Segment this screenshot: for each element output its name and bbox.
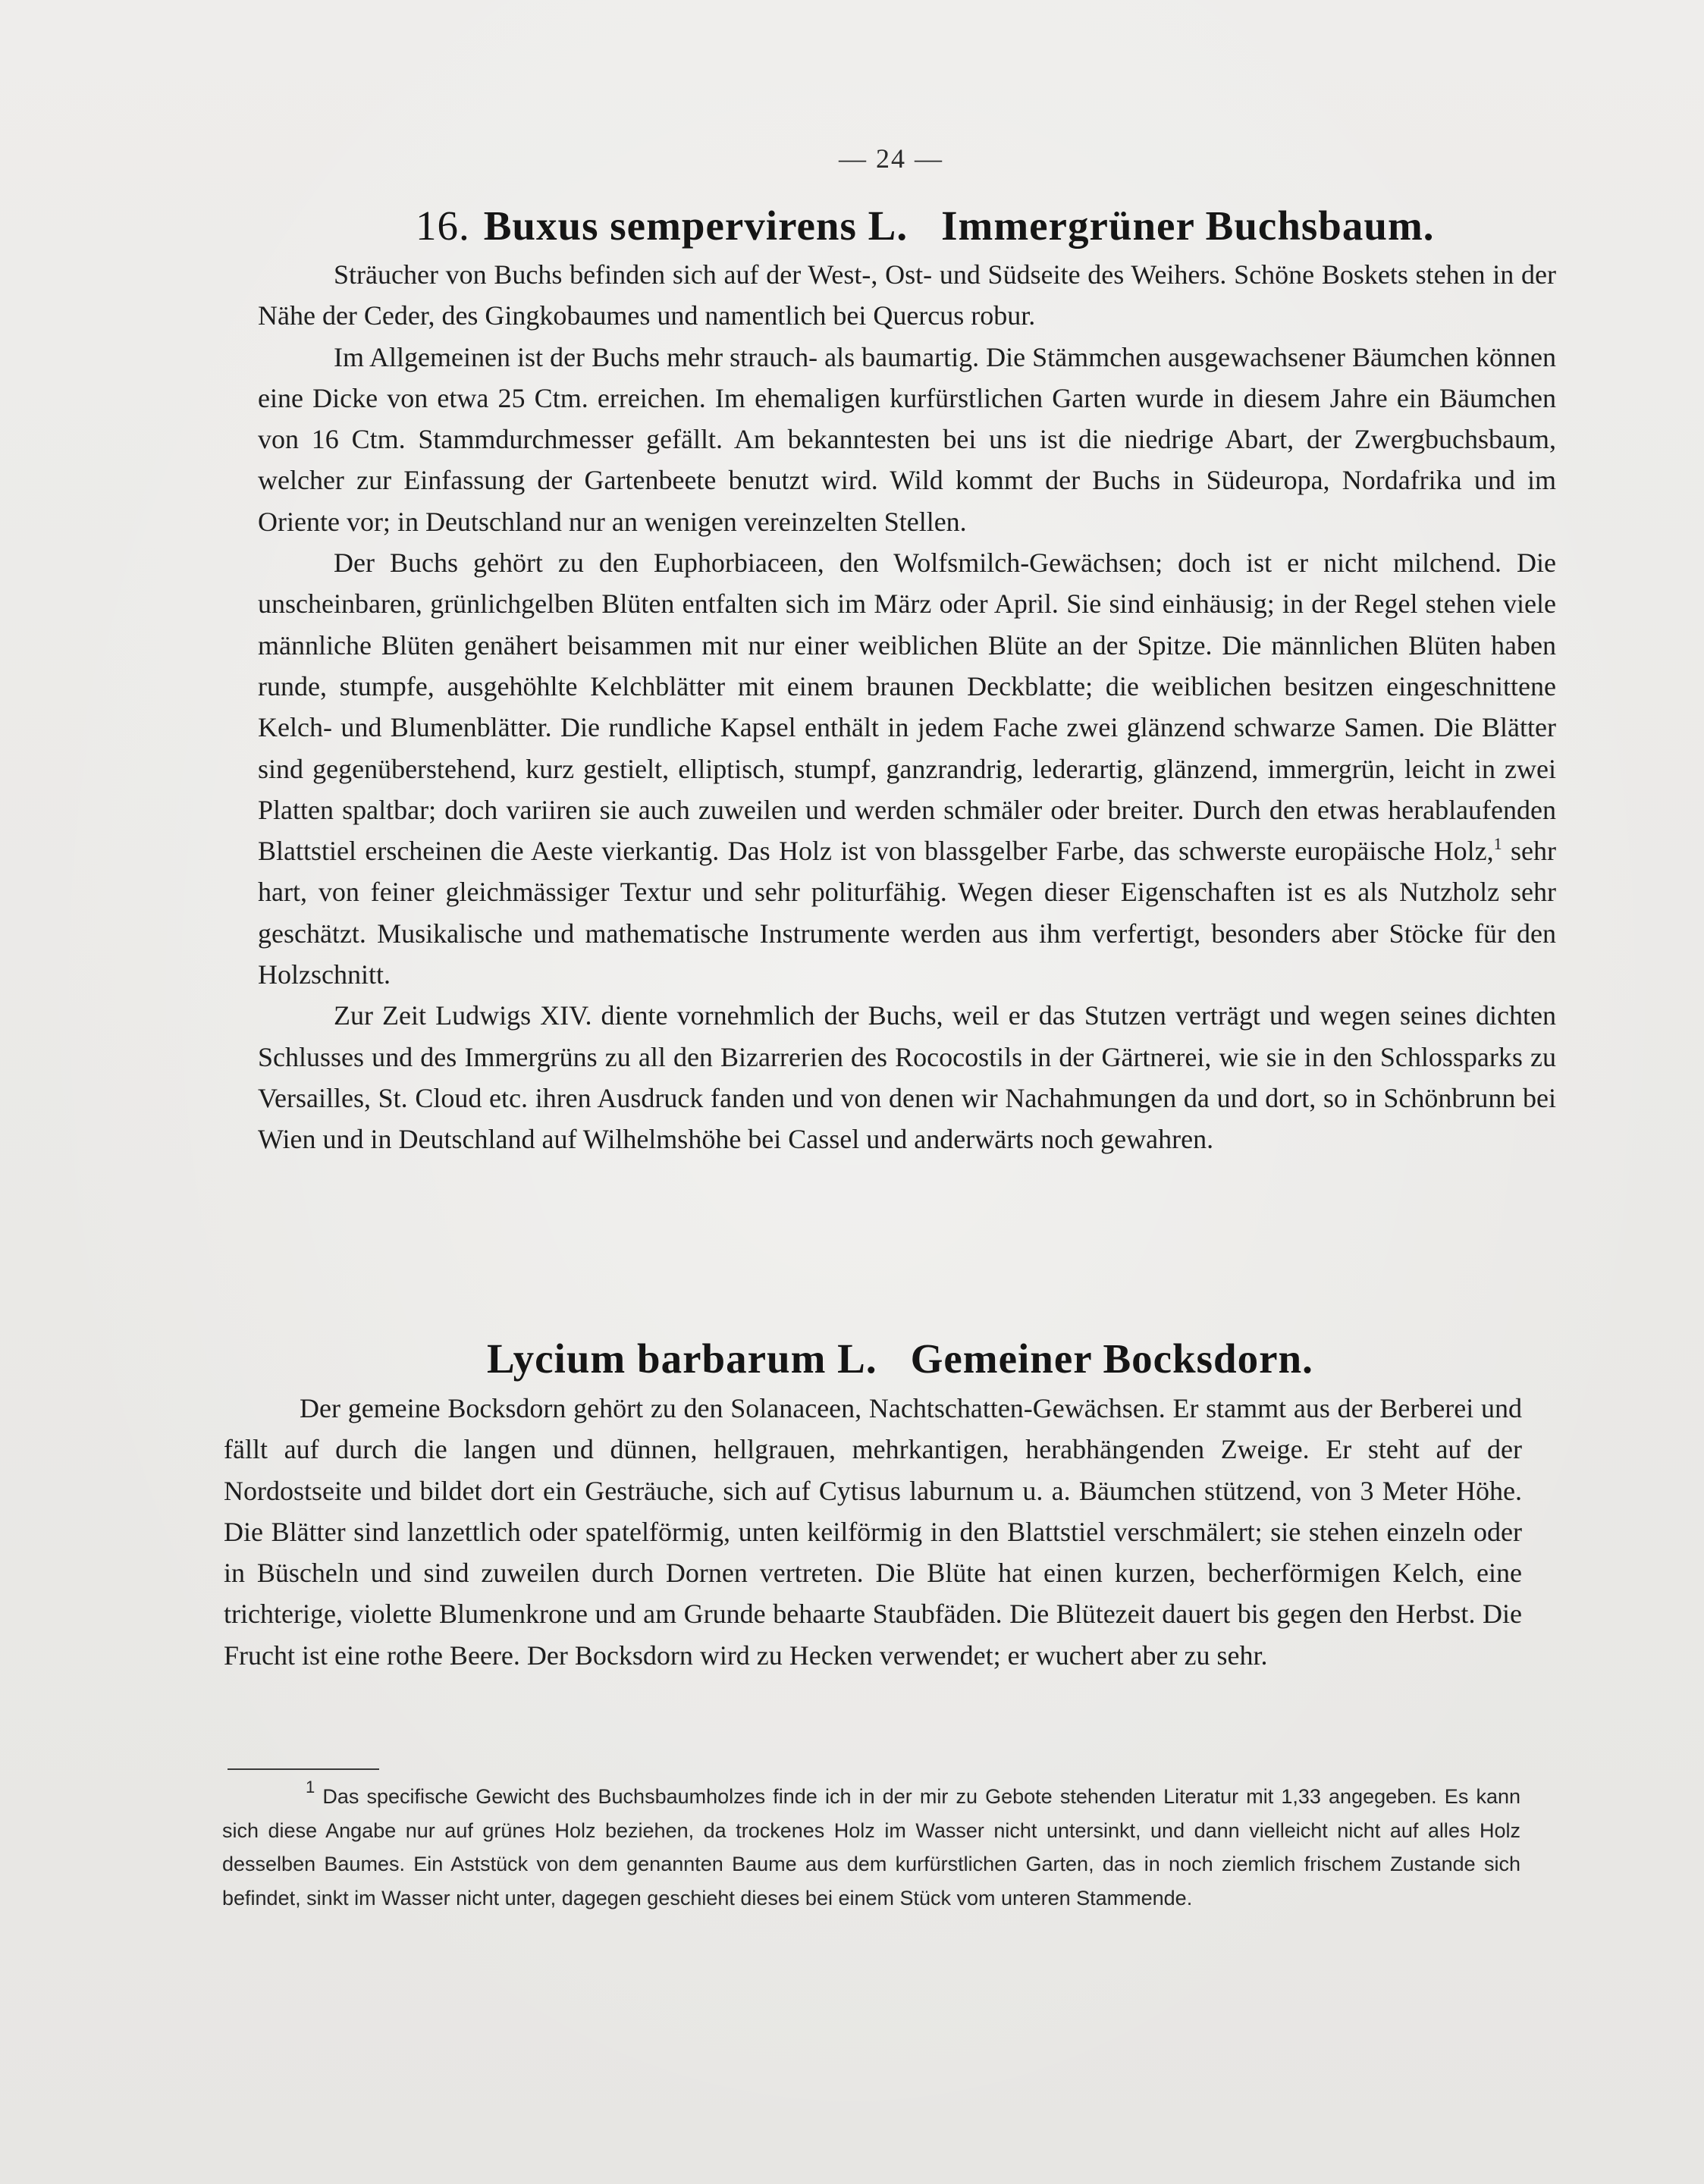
lycium-text-block — [224, 1388, 1522, 1676]
footnote-paragraph — [222, 1780, 1520, 1915]
footnote-text: Das specifische Gewicht des Buchsbaumholzes finde ich in der mir zu Gebote stehenden Literatur mit 1,33 angegeben. Es kann sich diese Angabe nur auf grünes Holz beziehen, da trockenes Holz im Wasser nicht untersinkt, und dann vielleicht nicht auf alles Holz desselben Baumes. Ein Aststück von dem genannten Baume aus dem kurfürstlichen Garten, das in noch ziemlich frischem Zustande sich befindet, sinkt im Wasser nicht unter, dagegen geschieht dieses bei einem Stück vom unteren Stammende. — [222, 1785, 1520, 1909]
footnote-reference: 1 — [1493, 834, 1502, 854]
paragraph-text: sehr hart, von feiner gleichmässiger Textur und sehr politurfähig. Wegen dieser Eigenschaften ist es als Nutzholz sehr geschätzt. Musikalische und mathematische Instrumente werden aus ihm verfertigt, besonders aber Stöcke für den Holzschnitt. — [258, 836, 1556, 990]
footnote — [222, 1780, 1520, 1915]
latin-name: Lycium barbarum L. — [487, 1335, 877, 1382]
paragraph: Zur Zeit Ludwigs XIV. diente vornehmlich der Buchs, weil er das Stutzen verträgt und wegen seines dichten Schlusses und des Immergrüns zu all den Bizarrerien des Rococostils in der Gärtnerei, wie sie in den Schlossparks zu Versailles, St. Cloud etc. ihren Ausdruck fanden und von denen wir Nachahmungen da und dort, so in Schönbrunn bei Wien und in Deutschland auf Wilhelmshöhe bei Cassel und anderwärts noch gewahren. — [258, 1000, 1556, 1155]
section-heading-buxus — [416, 202, 1435, 249]
paragraph: Der gemeine Bocksdorn gehört zu den Solanaceen, Nachtschatten-Gewächsen. Er stammt aus der Berberei und fällt auf durch die langen und dünnen, hellgrauen, mehrkantigen, herabhängenden Zweige. Er steht auf der Nordostseite und bildet dort ein Gesträuche, sich auf Cytisus laburnum u. a. Bäumchen stützend, von 3 Meter Höhe. Die Blätter sind lanzettlich oder spatelförmig, unten keilförmig in den Blattstiel verschmälert; sie stehen einzeln oder in Büscheln und sind zuweilen durch Dornen vertreten. Die Blüte hat einen kurzen, becherförmigen Kelch, eine trichterige, violette Blumenkrone und am Grunde behaarte Staubfäden. Die Blütezeit dauert bis gegen den Herbst. Die Frucht ist eine rothe Beere. Der Bocksdorn wird zu Hecken verwendet; er wuchert aber zu sehr. — [224, 1393, 1522, 1671]
german-name: Gemeiner Bocksdorn. — [910, 1335, 1313, 1382]
section-number: 16. — [416, 202, 470, 249]
page-number: — 24 — — [839, 143, 943, 174]
buxus-text-block — [258, 254, 1556, 1160]
footnote-divider — [228, 1768, 379, 1770]
footnote-marker: 1 — [306, 1778, 315, 1796]
german-name: Immergrüner Buchsbaum. — [941, 202, 1435, 249]
section-heading-lycium — [487, 1335, 1321, 1382]
latin-name: Buxus sempervirens L. — [483, 202, 908, 249]
paragraph: Sträucher von Buchs befinden sich auf der West-, Ost- und Südseite des Weihers. Schöne Boskets stehen in der Nähe der Ceder, des Gingkobaumes und namentlich bei Quercus robur. — [258, 259, 1556, 331]
paragraph: Im Allgemeinen ist der Buchs mehr strauch- als baumartig. Die Stämmchen ausgewachsener Bäumchen können eine Dicke von etwa 25 Ctm. erreichen. Im ehemaligen kurfürstlichen Garten wurde in diesem Jahre ein Bäumchen von 16 Ctm. Stammdurchmesser gefällt. Am bekanntesten bei uns ist die niedrige Abart, der Zwergbuchsbaum, welcher zur Einfassung der Gartenbeete benutzt wird. Wild kommt der Buchs in Südeuropa, Nordafrika und im Oriente vor; in Deutschland nur an wenigen vereinzelten Stellen. — [258, 341, 1556, 537]
paragraph — [258, 542, 1556, 995]
paragraph-text: Der Buchs gehört zu den Euphorbiaceen, den Wolfsmilch-Gewächsen; doch ist er nicht milchend. Die unscheinbaren, grünlichgelben Blüten entfalten sich im März oder April. Sie sind einhäusig; in der Regel stehen viele männliche Blüten genähert beisammen mit nur einer weiblichen Blüte an der Spitze. Die männlichen Blüten haben runde, stumpfe, ausgehöhlte Kelchblätter mit einem braunen Deckblatte; die weiblichen besitzen eingeschnittene Kelch- und Blumenblätter. Die rundliche Kapsel enthält in jedem Fache zwei glänzend schwarze Samen. Die Blätter sind gegenüberstehend, kurz gestielt, elliptisch, stumpf, ganzrandrig, lederartig, glänzend, immergrün, leicht in zwei Platten spaltbar; doch variiren sie auch zuweilen und werden schmäler oder breiter. Durch den etwas herablaufenden Blattstiel erscheinen die Aeste vierkantig. Das Holz ist von blassgelber Farbe, das schwerste europäische Holz, — [258, 548, 1556, 867]
